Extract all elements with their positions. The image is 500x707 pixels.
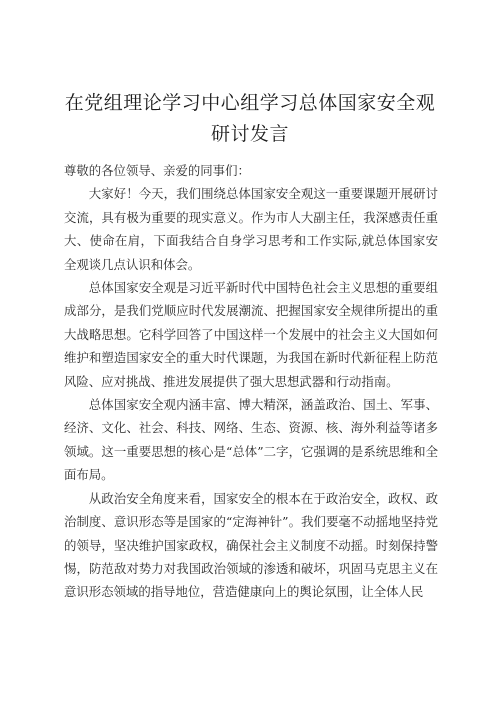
paragraph-1: 大家好！今天，我们围绕总体国家安全观这一重要课题开展研讨交流，具有极为重要的现实意义。作为市人大副主任，我深感责任重大、使命在肩，下面我结合自身学习思考和工作实际,就总体国家安全观谈几点认识和体会。 <box>64 186 438 272</box>
document-body <box>64 159 438 604</box>
paragraph-4: 从政治安全角度来看，国家安全的根本在于政治安全，政权、政治制度、意识形态等是国家的“定海神针”。我们要毫不动摇地坚持党的领导，坚决维护国家政权，确保社会主义制度不动摇。时刻保持警惕，防范敌对势力对我国政治领域的渗透和破坏，巩固马克思主义在意识形态领域的指导地位，营造健康向上的舆论氛围，让全体人民 <box>64 490 438 600</box>
paragraph-2: 总体国家安全观是习近平新时代中国特色社会主义思想的重要组成部分，是我们党顺应时代发展潮流、把握国家安全规律所提出的重大战略思想。它科学回答了中国这样一个发展中的社会主义大国如何维护和塑造国家安全的重大时代课题，为我国在新时代新征程上防范风险、应对挑战、推进发展提供了强大思想武器和行动指南。 <box>64 280 438 389</box>
salutation: 尊敬的各位领导、亲爱的同事们： <box>64 163 250 178</box>
paragraph-3: 总体国家安全观内涵丰富、博大精深，涵盖政治、国土、军事、经济、文化、社会、科技、网络、生态、资源、核、海外利益等诸多领域。这一重要思想的核心是“总体”二字，它强调的是系统思维和全面布局。 <box>64 397 438 483</box>
document-title: 在党组理论学习中心组学习总体国家安全观研讨发言 <box>64 92 436 145</box>
